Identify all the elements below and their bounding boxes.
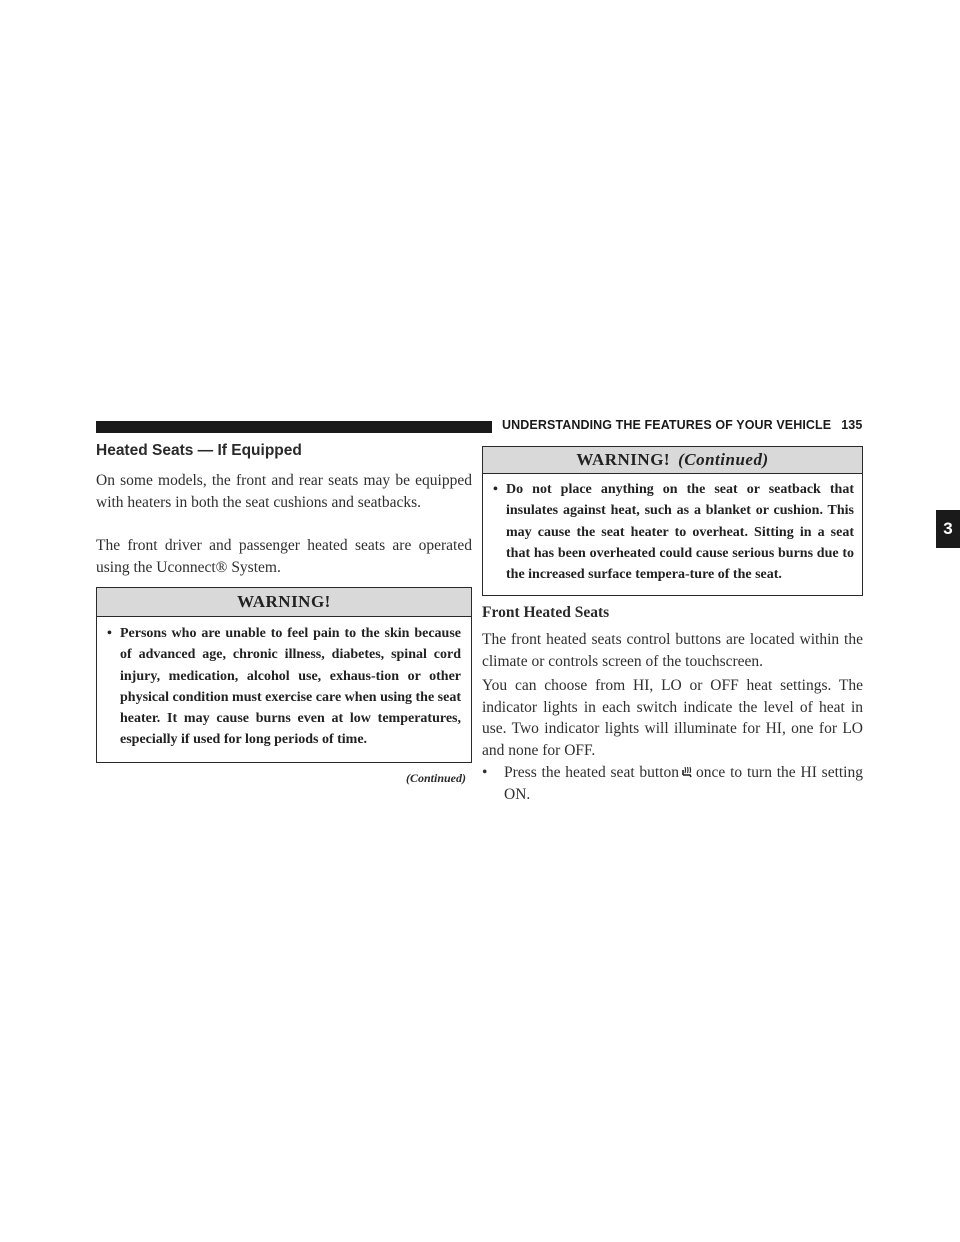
warning-title: WARNING!: [97, 588, 471, 617]
header-title: UNDERSTANDING THE FEATURES OF YOUR VEHICLE: [502, 418, 832, 432]
header-rule: [96, 421, 492, 433]
list-item: [493, 479, 854, 585]
chapter-tab: 3: [936, 510, 960, 548]
warning-title-suffix: (Continued): [678, 450, 769, 469]
continued-note: (Continued): [405, 771, 466, 785]
warning-text: Persons who are unable to feel pain to the skin because of advanced age, chronic illness, diabetes, spinal cord injury, medication, alcohol use, exhaus-tion or other physical condition must exercise care when using the seat heater. It may cause burns even at low temperatures, especially if used for long periods of time.: [120, 626, 461, 748]
press-button-bullet: [482, 762, 863, 805]
bullet-text-after: once to turn the HI setting ON.: [504, 764, 863, 803]
list-item: [482, 762, 863, 805]
heated-seat-icon: [680, 764, 694, 778]
bullet-icon: •: [107, 626, 112, 641]
warning-text-continued: Do not place anything on the seat or seatback that insulates against heat, such as a blanket or cushion. This may cause the seat heater to overheat. Sitting in a seat that has been overheated could cause serious burns due to the increased surface tempera-ture of the seat.: [506, 482, 854, 583]
warning-body: [97, 617, 471, 751]
intro-paragraph: On some models, the front and rear seats may be equipped with heaters in both the seat cushions and seatbacks.: [96, 472, 472, 511]
running-header: [502, 418, 864, 432]
bullet-text-before: Press the heated seat button: [504, 764, 680, 781]
subsection-heading: Front Heated Seats: [482, 604, 610, 621]
warning-box: [96, 587, 472, 763]
section-heading: Heated Seats — If Equipped: [96, 442, 302, 459]
page-number: 135: [841, 418, 863, 432]
bullet-text: [504, 762, 863, 805]
heat-settings-paragraph: You can choose from HI, LO or OFF heat settings. The indicator lights in each switch indicate the level of heat in use. Two indicator lights will illuminate for HI, one for LO and none for OFF.: [482, 677, 863, 759]
warning-title-continued: [483, 447, 862, 474]
bullet-icon: •: [482, 764, 488, 781]
uconnect-paragraph: The front driver and passenger heated seats are operated using the Uconnect® System.: [96, 537, 472, 576]
warning-box-continued: [482, 446, 863, 596]
warning-title-text: WARNING!: [576, 450, 671, 469]
list-item: [107, 623, 461, 751]
bullet-icon: •: [493, 482, 498, 497]
warning-body-continued: [483, 474, 862, 585]
controls-location-paragraph: The front heated seats control buttons are located within the climate or controls screen of the touchscreen.: [482, 631, 863, 670]
